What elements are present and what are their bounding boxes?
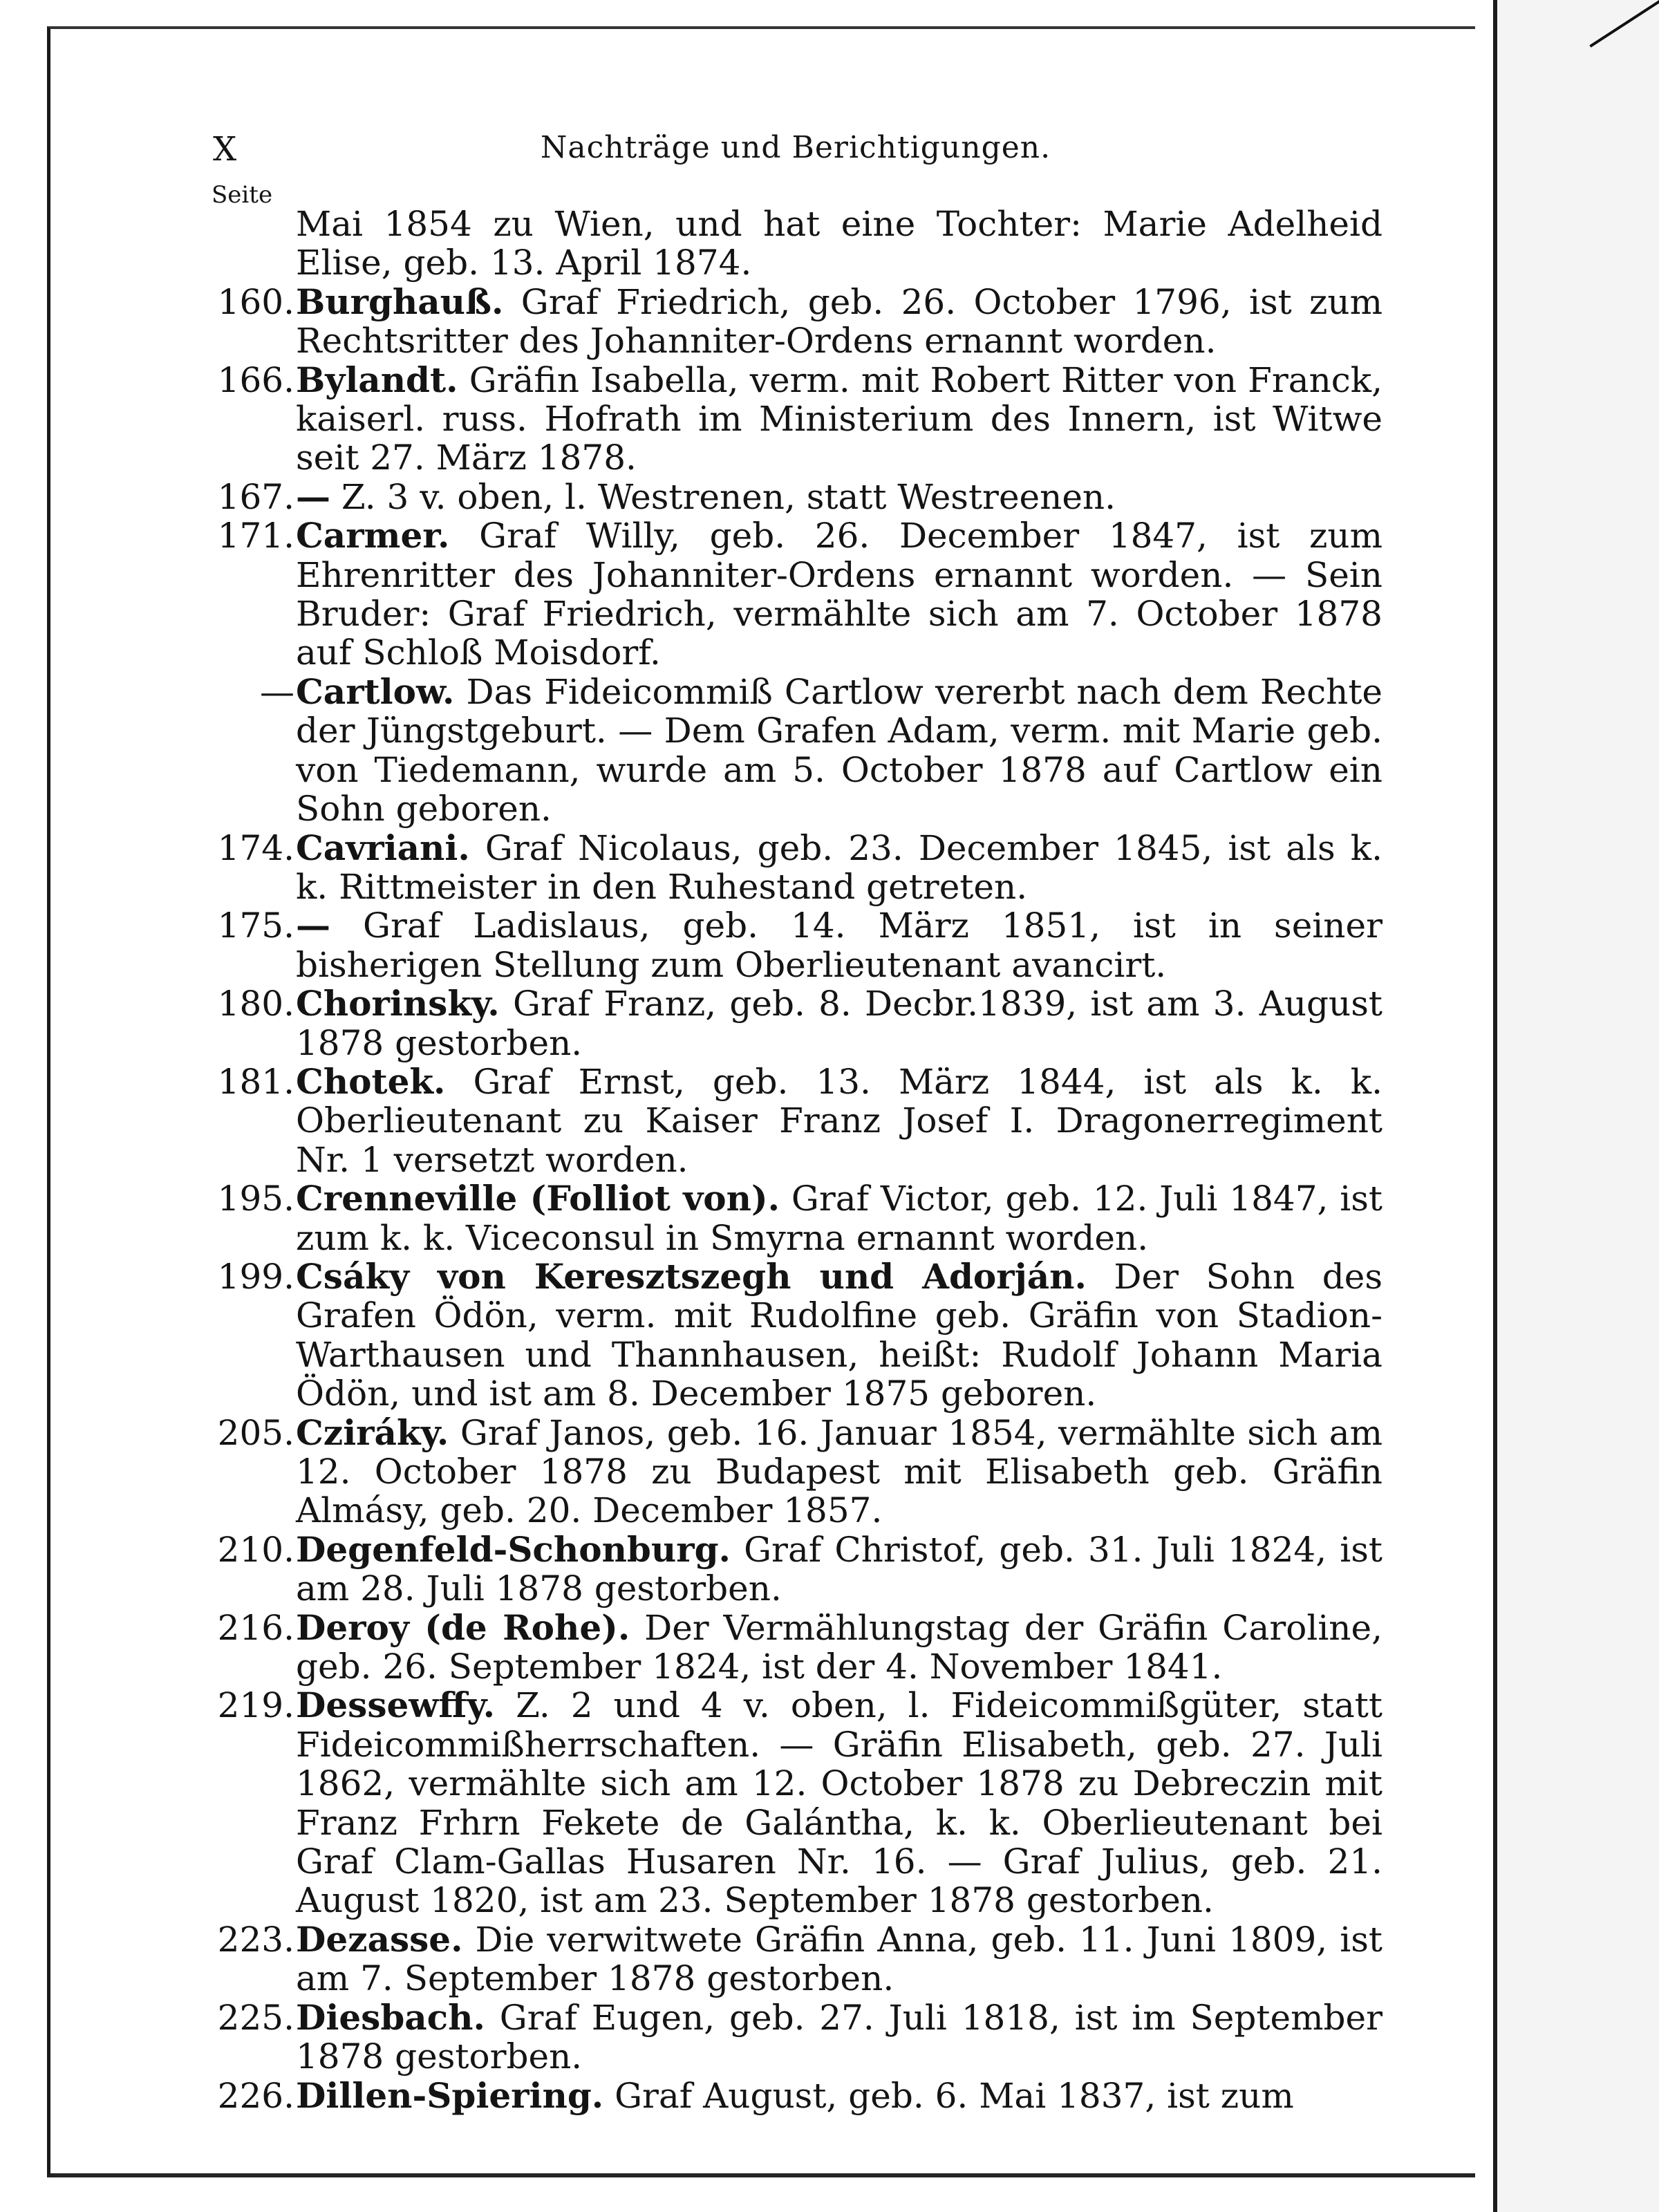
list-item (212, 361, 1382, 478)
entry-page-number: 166. (217, 359, 294, 400)
entry-page-number: 223. (217, 1919, 294, 1960)
entry-text: Gräfin Isabella, verm. mit Robert Ritter von Franck, kaiserl. russ. Hofrath im Ministerium des Innern, ist Witwe seit 27. März 1878. (296, 359, 1382, 478)
entry-name: Cavriani. (296, 827, 470, 868)
entry-text: Der Vermählungstag der Gräfin Caroline, geb. 26. September 1824, ist der 4. November 1841. (296, 1607, 1382, 1687)
entry-text: Graf Nicolaus, geb. 23. December 1845, ist als k. k. Rittmeister in den Ruhestand getreten. (296, 827, 1382, 907)
list-item (212, 1530, 1382, 1609)
entry-name: Degenfeld-Schonburg. (296, 1528, 731, 1570)
entry-page-number: — (260, 671, 294, 712)
list-item (212, 283, 1382, 361)
entry-page-number: 171. (217, 516, 294, 556)
list-item (212, 1257, 1382, 1414)
entry-name: — (296, 476, 330, 517)
entry-name: Bylandt. (296, 359, 458, 400)
entry-text: Graf Victor, geb. 12. Juli 1847, ist zum k. k. Viceconsul in Smyrna ernannt worden. (296, 1179, 1382, 1258)
entry-page-number: 160. (217, 281, 294, 322)
list-item (212, 1998, 1382, 2077)
entry-name: Dillen-Spiering. (296, 2074, 604, 2116)
entry-text: Graf Franz, geb. 8. Decbr.1839, ist am 3. August 1878 gestorben. (296, 984, 1382, 1063)
entry-text: Graf Eugen, geb. 27. Juli 1818, ist im September 1878 gestorben. (296, 1997, 1382, 2077)
list-item (212, 2074, 1382, 2116)
entry-name: Burghauß. (296, 281, 504, 322)
list-item (212, 1062, 1382, 1179)
list-item (212, 829, 1382, 907)
entries-container (212, 283, 1382, 2115)
continuation-text: Mai 1854 zu Wien, und hat eine Tochter: Marie Adelheid Elise, geb. 13. April 1874. (296, 204, 1382, 283)
entry-name: Chorinsky. (296, 983, 500, 1024)
entry-page-number: 199. (217, 1256, 294, 1297)
entry-text: Graf Ladislaus, geb. 14. März 1851, ist in seiner bisherigen Stellung zum Oberlieutenant avancirt. (296, 906, 1382, 985)
column-label: Seite (212, 181, 273, 209)
entry-name: Cziráky. (296, 1412, 449, 1453)
list-item (212, 516, 1382, 673)
entry-page-number: 175. (217, 906, 294, 946)
entry-page-number: 167. (217, 476, 294, 517)
entry-page-number: 205. (217, 1412, 294, 1453)
list-item (212, 1414, 1382, 1530)
entry-text: Graf Janos, geb. 16. Januar 1854, vermählte sich am 12. October 1878 zu Budapest mit Elisabeth geb. Gräfin Almásy, geb. 20. December 1857. (296, 1412, 1382, 1531)
entry-name: Chotek. (296, 1060, 446, 1102)
entry-page-number: 180. (217, 984, 294, 1024)
entry-name: Dezasse. (296, 1918, 463, 1960)
entry-page-number: 181. (217, 1061, 294, 1102)
entry-text: Graf Willy, geb. 26. December 1847, ist zum Ehrenritter des Johanniter-Ordens ernannt worden. — Sein Bruder: Graf Friedrich, vermählte sich am 7. October 1878 auf Schloß Moisdorf. (296, 516, 1382, 673)
entry-name: Deroy (de Rohe). (296, 1606, 630, 1648)
page-number: X (213, 130, 238, 169)
book-fore-edge (1493, 0, 1659, 2212)
entry-text: Das Fideicommiß Cartlow vererbt nach dem Rechte der Jüngstgeburt. — Dem Grafen Adam, verm. mit Marie geb. von Tiedemann, wurde am 5. October 1878 auf Cartlow ein Sohn geboren. (296, 671, 1382, 830)
list-item (212, 984, 1382, 1062)
entry-page-number: 225. (217, 1997, 294, 2038)
entry-name: Cartlow. (296, 671, 455, 712)
entry-page-number: 210. (217, 1529, 294, 1570)
list-item (212, 1686, 1382, 1920)
footer-rule (54, 2173, 1471, 2177)
list-item (212, 1920, 1382, 1998)
entry-page-number: 219. (217, 1685, 294, 1726)
entry-text: Graf Christof, geb. 31. Juli 1824, ist am 28. Juli 1878 gestorben. (296, 1529, 1382, 1609)
entry-text: Graf Ernst, geb. 13. März 1844, ist als k. k. Oberlieutenant zu Kaiser Franz Josef I. Dragonerregiment Nr. 1 versetzt worden. (296, 1061, 1382, 1180)
entry-name: Csáky von Keresztszegh und Adorján. (296, 1255, 1087, 1297)
entry-text: Graf August, geb. 6. Mai 1837, ist zum (615, 2075, 1294, 2116)
entry-page-number: 226. (217, 2075, 294, 2116)
entry-name: Carmer. (296, 515, 450, 556)
list-item (212, 1179, 1382, 1257)
entry-page-number: 216. (217, 1607, 294, 1648)
page-header (213, 130, 1378, 171)
entry-name: Diesbach. (296, 1996, 485, 2038)
entry-name: Crenneville (Folliot von). (296, 1178, 780, 1219)
list-item (212, 906, 1382, 984)
list-item (212, 478, 1382, 516)
list-item (212, 1606, 1382, 1687)
entry-text: Z. 2 und 4 v. oben, l. Fideicommißgüter, statt Fideicommißherrschaften. — Gräfin Elisabeth, geb. 27. Juli 1862, vermählte sich am 12. October 1878 zu Debreczin mit Franz Frhrn Fekete de Galántha, k. k. Oberlieutenant bei Graf Clam-Gallas Husaren Nr. 16. — Graf Julius, geb. 21. August 1820, ist am 23. September 1878 gestorben. (296, 1685, 1382, 1921)
entry-text: Z. 3 v. oben, l. Westrenen, statt Westreenen. (341, 476, 1116, 517)
entry-page-number: 174. (217, 827, 294, 868)
entry-name: Dessewffy. (296, 1685, 496, 1726)
entry-text: Der Sohn des Grafen Ödön, verm. mit Rudolfine geb. Gräfin von Stadion-Warthausen und Thannhausen, heißt: Rudolf Johann Maria Ödön, und ist am 8. December 1875 geboren. (296, 1256, 1382, 1414)
entries-list (212, 205, 1382, 2115)
list-item (212, 673, 1382, 829)
entry-page-number: 195. (217, 1179, 294, 1219)
entry-text: Die verwitwete Gräfin Anna, geb. 11. Juni 1809, ist am 7. September 1878 gestorben. (296, 1919, 1382, 1999)
running-title: Nachträge und Berichtigungen. (540, 130, 1051, 165)
entry-text: Graf Friedrich, geb. 26. October 1796, ist zum Rechtsritter des Johanniter-Ordens ernannt worden. (296, 281, 1382, 362)
entry-name: — (296, 905, 330, 946)
